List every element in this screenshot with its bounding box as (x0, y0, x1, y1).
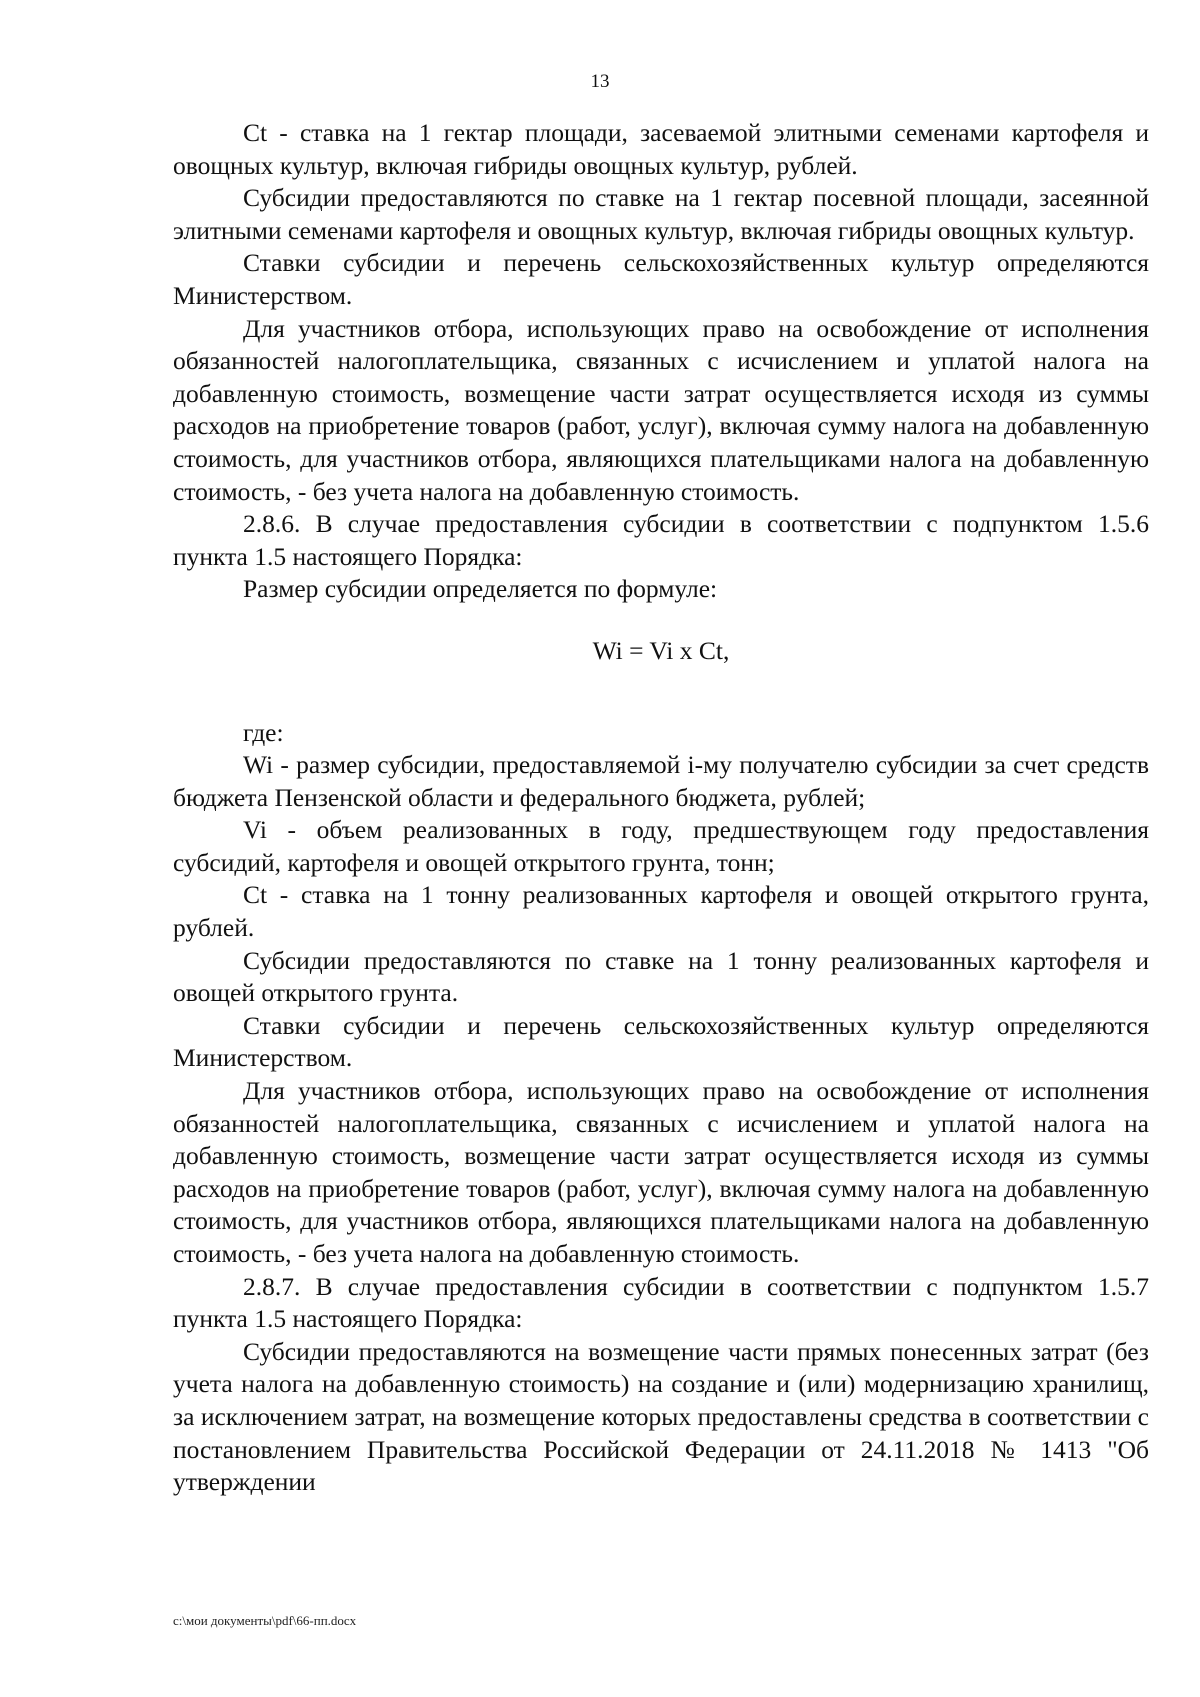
paragraph-formula-intro: Размер субсидии определяется по формуле: (243, 574, 718, 604)
paragraph-rates-ministry-2: Ставки субсидии и перечень сельскохозяйственных культур определяются Министерством. (173, 1010, 1149, 1073)
paragraph-subsidy-rate-ton: Субсидии предоставляются по ставке на 1 тонну реализованных картофеля и овощей открытого грунта. (173, 945, 1149, 1008)
paragraph-storage-subsidy: Субсидии предоставляются на возмещение части прямых понесенных затрат (без учета налога на добавленную стоимость) на создание и (или) модернизацию хранилищ, за исключением затрат, на возмещение которых предоставлены средства в соответствии с постановлением Правительства Российской Федерации от 24.11.2018 № 1413 "Об утверждении (173, 1336, 1149, 1497)
paragraph-wi-definition: Wi - размер субсидии, предоставляемой i-му получателю субсидии за счет средств бюджета Пензенской области и федерального бюджета, рублей; (173, 750, 1149, 812)
paragraph-subsidy-rate-hectare: Субсидии предоставляются по ставке на 1 гектар посевной площади, засеянной элитными семенами картофеля и овощных культур, включая гибриды овощных культур. (173, 183, 1149, 245)
paragraph-vi-definition: Vi - объем реализованных в году, предшествующем году предоставления субсидий, картофеля и овощей открытого грунта, тонн; (173, 815, 1149, 877)
page-number: 13 (590, 71, 610, 92)
paragraph-vat-exempt: Для участников отбора, использующих право на освобождение от исполнения обязанностей налогоплательщика, связанных с исчислением и уплатой налога на добавленную стоимость, возмещение части затрат осуществляется исходя из суммы расходов на приобретение товаров (работ, услуг), включая сумму налога на добавленную стоимость, для участников отбора, являющихся плательщиками налога на добавленную стоимость, - без учета налога на добавленную стоимость. (173, 313, 1149, 506)
formula: Wi = Vi x Ct, (592, 635, 730, 665)
paragraph-where: где: (243, 717, 284, 747)
footer-file-path: c:\мои документы\pdf\66-пп.docx (173, 1613, 357, 1628)
paragraph-ct-hectare: Ct - ставка на 1 гектар площади, засеваемой элитными семенами картофеля и овощных культур, включая гибриды овощных культур, рублей. (173, 118, 1149, 180)
paragraph-rates-ministry: Ставки субсидии и перечень сельскохозяйственных культур определяются Министерством. (173, 248, 1149, 310)
paragraph-ct-ton: Ct - ставка на 1 тонну реализованных картофеля и овощей открытого грунта, рублей. (173, 880, 1149, 943)
paragraph-2-8-7: 2.8.7. В случае предоставления субсидии в соответствии с подпунктом 1.5.7 пункта 1.5 настоящего Порядка: (173, 1271, 1149, 1334)
document-body (173, 117, 1149, 1499)
paragraph-2-8-6: 2.8.6. В случае предоставления субсидии в соответствии с подпунктом 1.5.6 пункта 1.5 настоящего Порядка: (173, 509, 1149, 571)
paragraph-vat-exempt-2: Для участников отбора, использующих право на освобождение от исполнения обязанностей налогоплательщика, связанных с исчислением и уплатой налога на добавленную стоимость, возмещение части затрат осуществляется исходя из суммы расходов на приобретение товаров (работ, услуг), включая сумму налога на добавленную стоимость, для участников отбора, являющихся плательщиками налога на добавленную стоимость, - без учета налога на добавленную стоимость. (173, 1076, 1149, 1268)
